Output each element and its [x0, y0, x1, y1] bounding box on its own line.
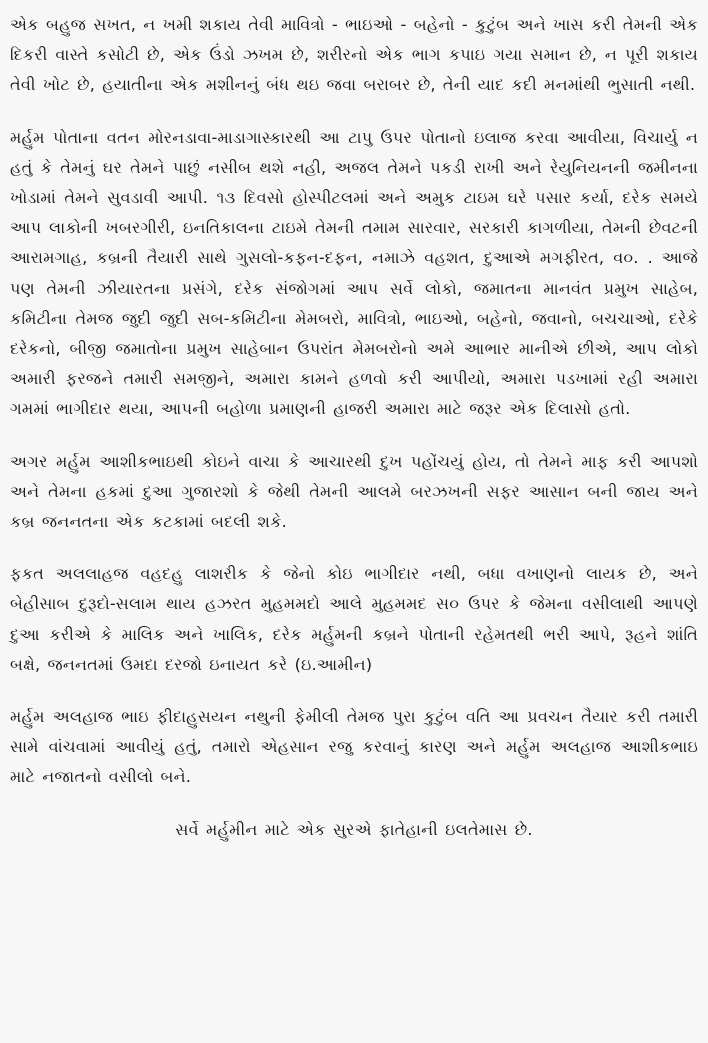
paragraph-family-note: મર્હુમ અલહાજ ભાઇ ફીદાહુસયન નથુની ફેમીલી તેમજ પુરા કુટુંબ વતિ આ પ્રવચન તૈયાર કરી તમારી સામે વાંચવામાં આવીયું હતું, તમારો એહસાન રજુ કરવાનું કારણ અને મર્હુમ અલહાજ આશીકભાઇ માટે નજાતનો વસીલો બને. — [10, 707, 698, 787]
closing-line: સર્વે મર્હુમીન માટે એક સુરએ ફાતેહાની ઇલતેમાસ છે. — [175, 819, 533, 839]
paragraph-gratitude: મર્હુમ પોતાના વતન મોરનડાવા-માડાગાસ્કારથી આ ટાપુ ઉપર પોતાનો ઇલાજ કરવા આવીયા, વિચાર્યુ ન હતું કે તેમનું ઘર તેમને પાછું નસીબ થશે નહી, અજલ તેમને પકડી રાખી અને રેયુનિયનની જમીનના ખોડામાં તેમને સુવડાવી આપી. ૧૩ દિવસો હોસ્પીટલમાં અને અમુક ટાઇમ ઘરે પસાર કર્યા, દરેક સમયે આપ લાકોની ખબરગીરી, ઇનતિકાલના ટાઇમે તેમની તમામ સારવાર, સરકારી કાગળીયા, તેમની છેવટની આરામગાહ, કબ્રની તૈયારી સાથે ગુસલો-કફન-દફન, નમાઝે વહશત, દુઆએ મગફીરત, વ૦. . આજે પણ તેમની ઝીયારતના પ્રસંગે, દરેક સંજોગમાં આપ સર્વે લોકો, જમાતના માનવંત પ્રમુખ સાહેબ, કમિટીના તેમજ જુદી જુદી સબ-કમિટીના મેમબરો, માવિત્રો, ભાઇઓ, બહેનો, જવાનો, બચચાઓ, દરેકે દરેકનો, બીજી જમાતોના પ્રમુખ સાહેબાન ઉપરાંત મેમબરોનો અમે આભાર માનીએ છીએ, આપ લોકો અમારી ફરજને તમારી સમજીને, અમારા કામને હળવો કરી આપીયો, અમારા પડખામાં રહી અમારા ગમમાં ભાગીદાર થયા, આપની બહોળા પ્રમાણની હાજરી અમારા માટે જરૂર એક દિલાસો હતો. — [10, 127, 698, 419]
paragraph-condolence-intro: એક બહુજ સખત, ન ખમી શકાય તેવી માવિત્રો - ભાઇઓ - બહેનો - કુટુંબ અને ખાસ કરી તેમની એક દિકરી વાસ્તે કસોટી છે, એક ઉંડો ઝખમ છે, શરીરનો એક ભાગ કપાઇ ગયા સમાન છે, ન પૂરી શકાય તેવી ખોટ છે, હયાતીના એક મશીનનું બંધ થઇ જવા બરાબર છે, તેની યાદ કદી મનમાંથી ભુસાતી નથી. — [10, 15, 698, 95]
paragraph-prayer: ફકત અલલાહજ વહદહુ લાશરીક કે જેનો કોઇ ભાગીદાર નથી, બધા વખાણનો લાયક છે, અને બેહીસાબ દુરૂદો-સલામ થાય હઝરત મુહમમદો આલે મુહમમદ સ૦ ઉપર કે જેમના વસીલાથી આપણે દુઆ કરીએ કે માલિક અને ખાલિક, દરેક મર્હુમની કબ્રને પોતાની રહેમતથી ભરી આપે, રૂહને શાંતિ બક્ષે, જનનતમાં ઉમદા દરજો ઇનાયત કરે (ઇ.આમીન) — [10, 564, 698, 674]
paragraph-forgiveness-request: અગર મર્હુમ આશીકભાઇથી કોઇને વાચા કે આચારથી દુખ પહોંચયું હોય, તો તેમને માફ કરી આપશો અને તેમના હકમાં દુઆ ગુજારશો કે જેથી તેમની આલમે બરઝખની સફર આસાન બની જાય અને કબ્ર જનનતના એક કટકામાં બદલી શકે. — [10, 451, 698, 532]
